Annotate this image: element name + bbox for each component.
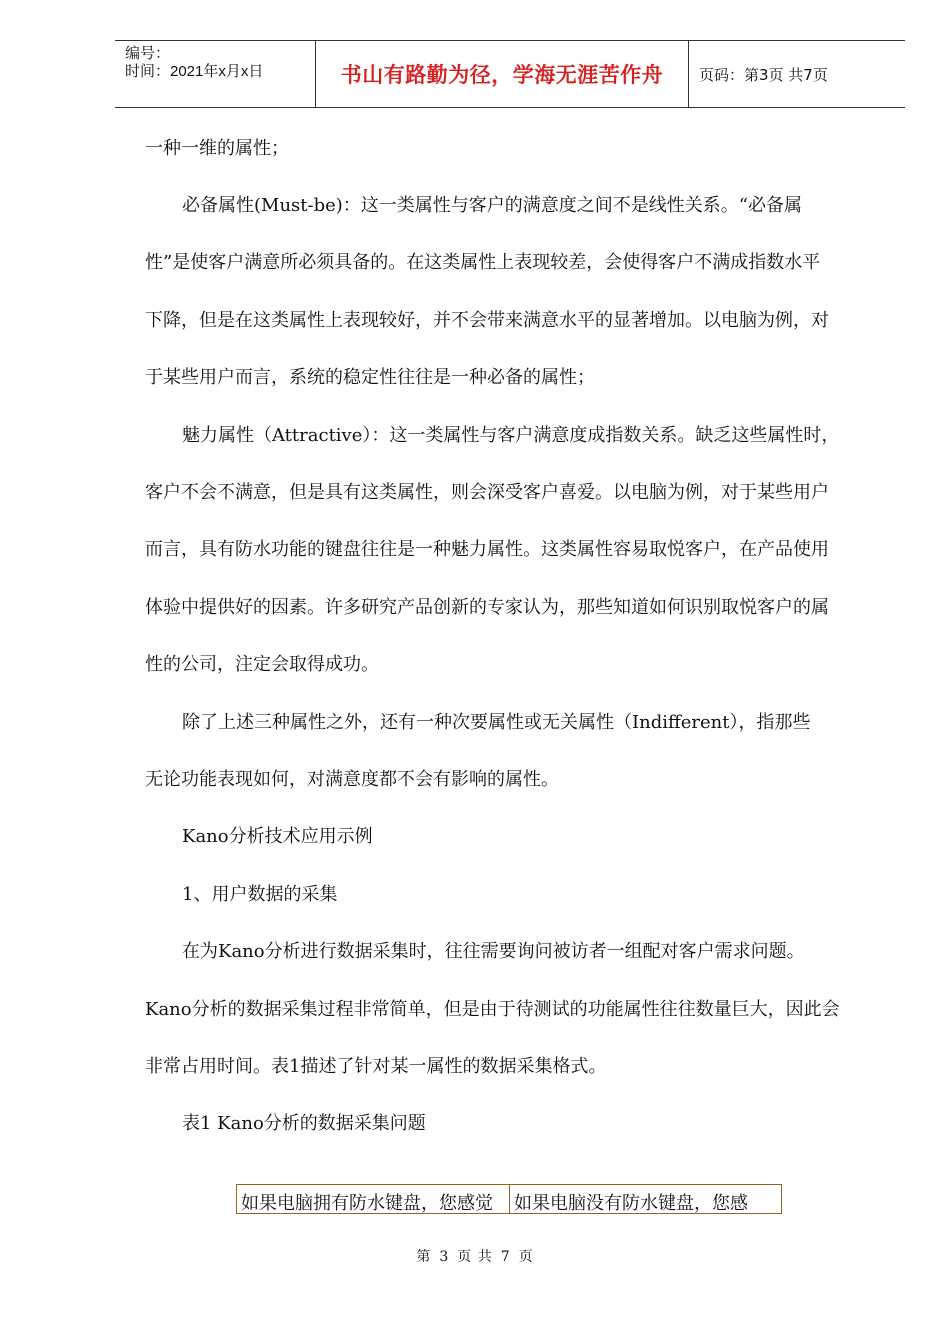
body-line: 于某些用户而言，系统的稳定性往往是一种必备的属性； [145,367,595,388]
body-line: 性”是使客户满意所必须具备的。在这类属性上表现较差，会使得客户不满成指数水平 [145,252,821,273]
question-table [236,1184,782,1214]
table-caption: 表1 Kano分析的数据采集问题 [182,1113,426,1134]
footer-suffix: 页 [518,1249,534,1265]
question-cell-dysfunctional: 如果电脑没有防水键盘，您感 [509,1185,781,1213]
body-line: 下降，但是在这类属性上表现较好，并不会带来满意水平的显著增加。以电脑为例，对 [145,310,829,331]
header-page-info: 页码：第3页 共7页 [699,65,828,84]
footer-prefix: 第 [416,1249,432,1265]
body-line: 客户不会不满意，但是具有这类属性，则会深受客户喜爱。以电脑为例，对于某些用户 [145,482,829,503]
body-line: 性的公司，注定会取得成功。 [145,654,379,675]
body-line: 除了上述三种属性之外，还有一种次要属性或无关属性（Indifferent），指那些 [182,712,811,733]
header-motto-cell [316,41,689,107]
footer-middle: 页 共 [457,1249,493,1265]
header-meta [115,41,316,107]
header-motto: 书山有路勤为径，学海无涯苦作舟 [340,63,664,87]
body-line: 体验中提供好的因素。许多研究产品创新的专家认为，那些知道如何识别取悦客户的属 [145,597,829,618]
body-line: Kano分析的数据采集过程非常简单，但是由于待测试的功能属性往往数量巨大，因此会 [145,999,840,1020]
header-page-info-cell [689,41,905,107]
footer-total-pages: 7 [500,1249,511,1265]
body-line: 在为Kano分析进行数据采集时，往往需要询问被访者一组配对客户需求问题。 [182,941,805,962]
body-line: 一种一维的属性； [145,138,289,159]
time-label: 时间：2021年x月x日 [125,63,264,80]
section-heading: Kano分析技术应用示例 [182,826,373,847]
body-line: 非常占用时间。表1描述了针对某一属性的数据采集格式。 [145,1056,607,1077]
body-line: 必备属性(Must-be)：这一类属性与客户的满意度之间不是线性关系。“必备属 [182,195,802,216]
subsection-heading: 1、用户数据的采集 [182,884,338,905]
body-line: 无论功能表现如何，对满意度都不会有影响的属性。 [145,769,559,790]
body-line: 而言，具有防水功能的键盘往往是一种魅力属性。这类属性容易取悦客户，在产品使用 [145,539,829,560]
doc-number-label: 编号： [125,45,171,62]
question-cell-functional: 如果电脑拥有防水键盘，您感觉 [241,1193,493,1213]
page-footer [0,1246,950,1266]
body-line: 魅力属性（Attractive）：这一类属性与客户满意度成指数关系。缺乏这些属性时， [182,425,840,446]
page-header [115,40,905,108]
footer-page-number: 3 [439,1249,450,1265]
